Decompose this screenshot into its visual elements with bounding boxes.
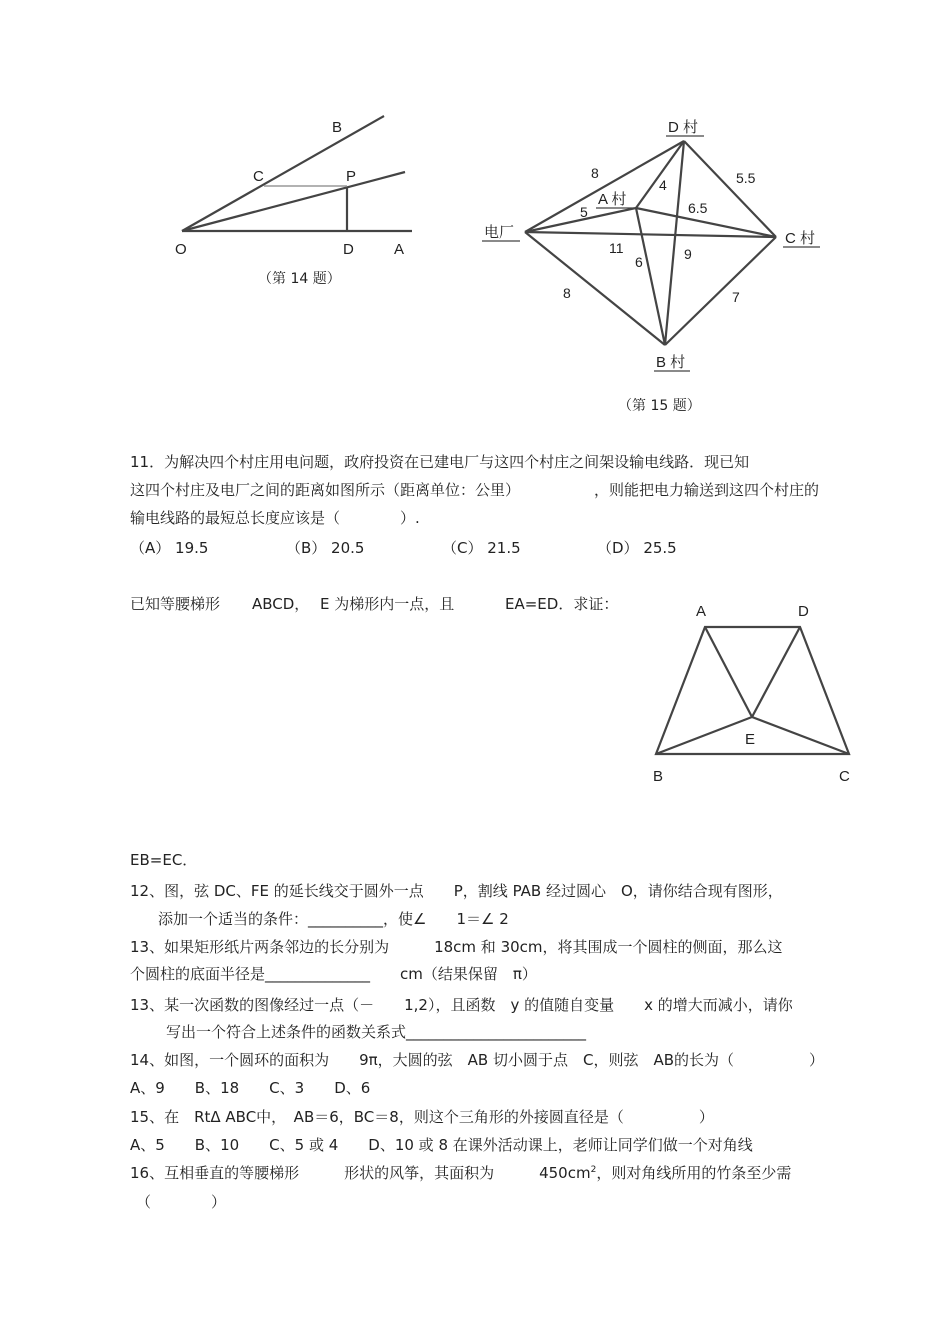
edge-A-D <box>636 141 684 208</box>
edge-D-B <box>665 141 684 345</box>
segment-AE <box>705 627 752 717</box>
q11-line2b: ，则能把电力输送到这四个村庄的 <box>594 481 820 499</box>
dist-D-B: 9 <box>684 246 692 262</box>
label-D-village: D 村 <box>668 119 699 136</box>
q11-line1: 11．为解决四个村庄用电问题，政府投资在已建电厂与这四个村庄之间架设输电线路．现已知 <box>130 453 750 471</box>
q15-options: A、5 B、10 C、5 或 4 D、10 或 8 在课外活动课上，老师让同学们做一个对角线 <box>130 1136 753 1154</box>
edge-C-B <box>665 237 776 345</box>
segment-BE <box>656 717 752 754</box>
q13a-line1: 13、如果矩形纸片两条邻边的长分别为 18cm 和 30cm，将其围成一个圆柱的侧面，那么这 <box>130 938 783 956</box>
dist-A-D: 4 <box>659 177 667 193</box>
label-E: E <box>745 731 756 748</box>
trapezoid-figure <box>640 595 870 795</box>
q11-line3: 输电线路的最短总长度应该是（ ）. <box>130 509 420 527</box>
dist-plant-D: 8 <box>591 165 599 181</box>
dist-A-B: 6 <box>635 254 643 270</box>
fig14-caption: （第 14 题） <box>258 271 341 287</box>
q16-superscript: 2 <box>590 1165 597 1175</box>
dist-plant-B: 8 <box>563 285 571 301</box>
trap-conclusion: EB=EC． <box>130 851 198 869</box>
q12-line1: 12、图，弦 DC、FE 的延长线交于圆外一点 P，割线 PAB 经过圆心 O，请你结合现有图形， <box>130 882 783 900</box>
label-D: D <box>798 603 809 620</box>
label-power-plant: 电厂 <box>484 224 515 241</box>
q11-option-d: （D） 25.5 <box>597 539 677 557</box>
trap-text-1: 已知等腰梯形 <box>130 595 221 613</box>
edge-plant-C <box>525 232 776 237</box>
segment-CE <box>752 717 849 754</box>
segment-DE <box>752 627 800 717</box>
label-D: D <box>343 241 354 258</box>
label-C: C <box>253 168 264 185</box>
label-A: A <box>696 603 707 620</box>
trap-text-3: E 为梯形内一点，且 <box>320 595 455 613</box>
q14-options: A、9 B、18 C、3 D、6 <box>130 1079 371 1097</box>
trap-text-2: ABCD， <box>252 595 310 613</box>
label-A-village: A 村 <box>598 191 627 208</box>
dist-plant-A: 5 <box>580 204 588 220</box>
label-P: P <box>346 168 357 185</box>
dist-A-C: 6.5 <box>688 200 708 216</box>
figure-15 <box>470 105 840 380</box>
q16-text-a: 16、互相垂直的等腰梯形 形状的风筝，其面积为 450cm <box>130 1164 591 1182</box>
label-O: O <box>175 241 187 258</box>
q12-line2: 添加一个适当的条件：__________，使∠ 1＝∠ 2 <box>158 910 509 928</box>
label-B: B <box>653 768 664 785</box>
q13a-line2: 个圆柱的底面半径是______________ cm（结果保留 π） <box>130 965 537 983</box>
figure-14 <box>160 105 430 295</box>
edge-D-C <box>684 141 776 237</box>
q11-line2a: 这四个村庄及电厂之间的距离如图所示（距离单位：公里） <box>130 481 521 499</box>
q15-line1: 15、在 RtΔ ABC中， AB＝6，BC＝8，则这个三角形的外接圆直径是（ ） <box>130 1108 714 1126</box>
q11-option-a: （A） 19.5 <box>130 539 209 557</box>
label-C: C <box>839 768 850 785</box>
label-C-village: C 村 <box>785 230 816 247</box>
q14-line1: 14、如图，一个圆环的面积为 9π，大圆的弦 AB 切小圆于点 C，则弦 AB的长为（ ） <box>130 1051 825 1069</box>
q13b-line1: 13、某一次函数的图像经过一点（－ 1,2），且函数 y 的值随自变量 x 的增大而减小，请你 <box>130 996 793 1014</box>
fig15-caption: （第 15 题） <box>618 398 701 414</box>
q16-line2: （ ） <box>136 1193 227 1211</box>
dist-C-B: 7 <box>732 289 740 305</box>
label-A: A <box>394 241 405 258</box>
dist-plant-C: 11 <box>609 240 624 256</box>
ray-OP <box>182 172 405 231</box>
label-B: B <box>332 119 343 136</box>
dist-D-C: 5.5 <box>736 170 756 186</box>
q13b-line2: 写出一个符合上述条件的函数关系式________________________ <box>166 1023 587 1041</box>
q11-option-c: （C） 21.5 <box>442 539 521 557</box>
trap-text-4: EA=ED．求证： <box>505 595 619 613</box>
q16-line1 <box>130 1162 791 1183</box>
q11-option-b: （B） 20.5 <box>286 539 365 557</box>
q16-text-b: ，则对角线所用的竹条至少需 <box>596 1164 792 1182</box>
label-B-village: B 村 <box>656 354 686 371</box>
